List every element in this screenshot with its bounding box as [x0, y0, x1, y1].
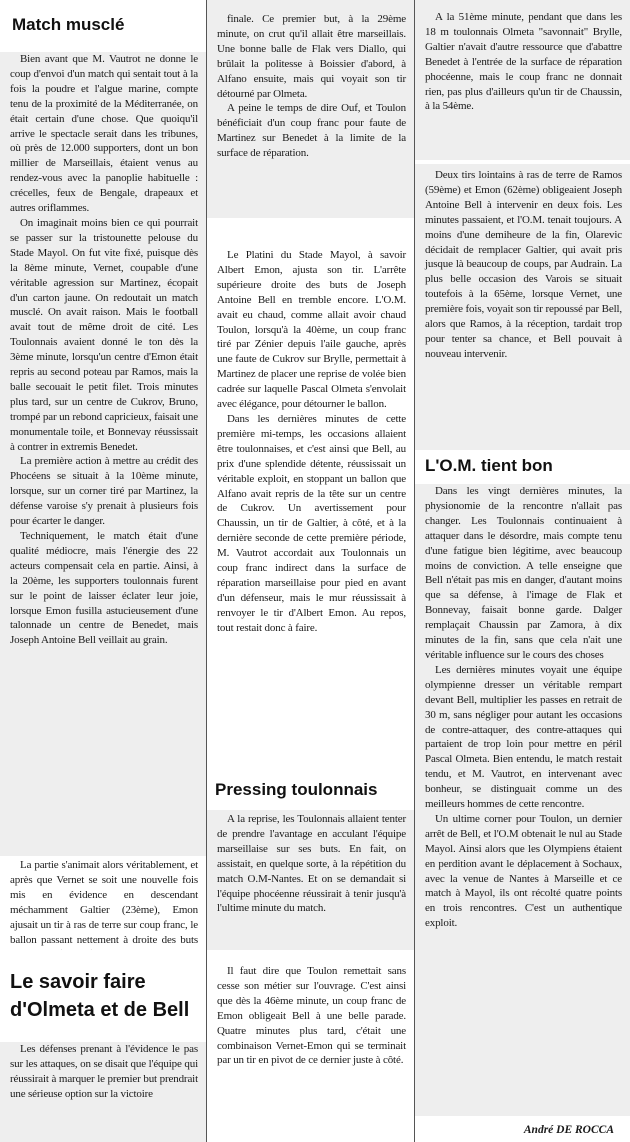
paragraph: A la 51ème minute, pendant que dans les 18 m toulonnais Olmeta "savonnait" Brylle, Galtier n'avait d'autre ressource que d'abattre Benedet à l'entrée de la surface de réparation phocéenne, mais le coup franc ne donnait rien, pas plus d'ailleurs qu'un tir de Chaussin, à la 54ème.	[425, 11, 622, 113]
heading-savoir-faire: Le savoir faire d'Olmeta et de Bell	[10, 971, 190, 1021]
column2-text-block-2	[207, 248, 414, 758]
column-2	[207, 0, 414, 1142]
column2-text-block	[207, 0, 414, 218]
heading-pressing-toulonnais: Pressing toulonnais	[215, 780, 378, 799]
column2-text-block-4	[207, 964, 414, 1142]
column-3	[415, 0, 630, 1142]
paragraph: Deux tirs lointains à ras de terre de Ramos (59ème) et Emon (62ème) obligeaient Joseph Antoine Bell à intervenir en deux fois. Les minutes passaient, et l'O.M. tenait toujours. A moins d'une demiheure de la fin, Olarevic décidait de remplacer Galtier, qui avait pris jusque là beaucoup de coups, par Audrain. La plus belle occasion des Varois se situait toutefois à la 65ème, lorsque Vernet, une première fois, voyait son tir repoussé par Bell, alors que Ramos, à la réception, tardait trop pour tenter sa chance, et Bell pouvait à nouveau intervenir.	[425, 169, 622, 360]
paragraph: Techniquement, le match était d'une qualité médiocre, mais l'énergie des 22 acteurs compensait cela en partie. Ainsi, à la 20ème, les supporters toulonnais furent sur le point de laisser éclater leur joie, lorsque Emon fusilla astucieusement d'une talonnade un centre de Benedet, mais Joseph Antoine Bell veillait au grain.	[10, 530, 198, 647]
paragraph: A la reprise, les Toulonnais allaient tenter de prendre l'avantage en acculant l'équipe marseillaise sur ses buts. En fait, on assistait, en quelque sorte, à la répétition du match O.M-Nantes. Et on se demandait si l'équipe phocéenne réussirait à tenir jusqu'à l'ultime minute du match.	[217, 813, 406, 915]
paragraph: Les défenses prenant à l'évidence le pas sur les attaques, on se disait que l'équipe qui réussirait à marquer le premier but prendrait une sérieuse option sur la victoire	[10, 1043, 198, 1100]
paragraph: La première action à mettre au crédit des Phocéens se situait à la 10ème minute, lorsque, sur un corner tiré par Martinez, la défense varoise s'y prenait à plusieurs fois pour écarter le danger.	[10, 455, 198, 528]
column3-text-block-2	[415, 164, 630, 450]
column-divider	[206, 0, 207, 1142]
column1-text-block-3	[0, 1042, 206, 1142]
paragraph: Bien avant que M. Vautrot ne donne le coup d'envoi d'un match qui sentait tout à la fois la poudre et l'algue marine, compte tenu de la proximité de la Méditerranée, on était certain d'une chose. Que quoiqu'il arrive le spectacle serait dans les tribunes, où près de 12.000 supporters, dont un bon millier de Marseillais, étaient venus au rendez-vous avec la panoplie habituelle : crécelles, feux de Bengale, drapeaux et autres oriflammes.	[10, 53, 198, 215]
paragraph: Dans les dernières minutes de cette première mi-temps, les occasions allaient être toulonnaises, et c'est ainsi que Bell, au prix d'une splendide détente, réussissait un véritable exploit, en stoppant un ballon que Alfano avait repris de la tête sur un centre de Cukrov. Un avertissement pour Chaussin, un tir de Galtier, à côté, et à la dernière seconde de cette première période, M. Vautrot accordait aux Toulonnais un coup franc indirect dans la surface de réparation marseillaise pour pied en avant d'un défenseur, mais le mur réussissait à renvoyer le tir d'Albert Emon. Au repos, tout restait donc à faire.	[217, 412, 406, 634]
paragraph: Un ultime corner pour Toulon, un dernier arrêt de Bell, et l'O.M obtenait le nul au Stade Mayol. Ainsi alors que les Olympiens étaient en perdition avant le déplacement à Sochaux, avec la venue de Nantes à Marseille et ce match à Mayol, ils ont récolté quatre points en trois rencontres. C'est un authentique exploit.	[425, 812, 622, 930]
column1-text-block-2	[0, 858, 206, 948]
paragraph: finale. Ce premier but, à la 29ème minute, on crut qu'il allait être marseillais. Une bonne balle de Flak vers Diallo, qui brûlait la politesse à Boissier d'abord, à Alfano ensuite, mais qui voyait son tir détourné par Olmeta.	[217, 13, 406, 100]
heading-om-tient-bon: L'O.M. tient bon	[425, 456, 553, 475]
byline-signature: André DE ROCCA	[523, 1124, 614, 1136]
paragraph: Le Platini du Stade Mayol, à savoir Albert Emon, ajusta son tir. L'arrête supérieure droite des buts de Joseph Antoine Bell en tremble encore. L'O.M. avait eu chaud, comme allait avoir chaud Toulon, lorsqu'à la 40ème, un coup franc tiré par Zénier depuis l'aile gauche, après une faute de Cukrov sur Brylle, permettait à Martinez de placer une reprise de volée bien cadrée sur laquelle Pascal Olmeta s'envolait avec élégance, pour détourner le ballon.	[217, 249, 406, 411]
column1-text-block	[0, 52, 206, 856]
heading-block-3	[207, 760, 414, 808]
heading-block-1	[0, 0, 206, 34]
column3-text-block-3	[415, 484, 630, 1116]
heading-block-2	[0, 950, 206, 1040]
column3-text-block	[415, 0, 630, 160]
heading-block-4	[415, 452, 630, 482]
paragraph: La partie s'animait alors véritablement, et après que Vernet se soit une nouvelle fois mis en évidence en descendant méchamment Galtier (23ème), Emon ajusait un tir à ras de terre sur coup franc, le ballon passant nettement à droite des buts	[10, 859, 198, 946]
paragraph: Dans les vingt dernières minutes, la physionomie de la rencontre n'allait pas changer. Les Toulonnais continuaient à attaquer dans le désordre, mais compte tenu d'une fatigue bien légitime, avec beaucoup moins de conviction. A telle enseigne que Bell n'était pas mis en danger, d'autant moins que sa défense, à l'image de Flak et Bonnevay, faisait bonne garde. Dalger remplaçait Chaussin par Zamora, à dix minutes de la fin, sans que cela n'ait une véritable influence sur le cours des choses	[425, 485, 622, 661]
heading-match-muscle: Match musclé	[12, 15, 125, 34]
column-divider	[414, 0, 415, 1142]
paragraph: Il faut dire que Toulon remettait sans cesse son métier sur l'ouvrage. C'est ainsi que dès la 46ème minute, un coup franc de Emon obligeait Bell à une belle parade. Quatre minutes plus tard, c'était une combinaison Vernet-Emon qui se terminait par un tir en pivot de ce dernier juste à côté.	[217, 965, 406, 1067]
paragraph: Les dernières minutes voyait une équipe olympienne dresser un véritable rempart devant Bell, multiplier les passes en retrait de 30 m, sans négliger pour autant les occasions de contre-attaquer, des contre-attaques qui partaient de trop loin pour mettre en péril Pascal Olmeta. Bien entendu, le match restait tendu, et M. Vautrot, en intervenant avec bonheur, se distinguait comme un des meilleurs hommes de cette rencontre.	[425, 663, 622, 811]
paragraph: A peine le temps de dire Ouf, et Toulon bénéficiait d'un coup franc pour faute de Martinez sur Benedet à la limite de la surface de réparation.	[217, 102, 406, 160]
paragraph: On imaginait moins bien ce qui pourrait se passer sur la tristounette pelouse du Stade Mayol. On fut vite fixé, puisque dès la 8ème minute, Vernet, coupable d'une véritable agression sur Martinez, écopait d'un carton jaune. On redoutait un match musclé. On avait raison. Mais le football avait tout de même droit de cité. Les Toulonnais avaient donné le ton dès la 3ème minute, lorsqu'un centre d'Emon était repris au second poteau par Ramos, mais la balle secouait le petit filet. Trois minutes plus tard, sur un centre de Cukrov, Bruno, trompé par un rebond capricieux, faisait une monumentale toile, et Bonnevay réussissait à contrer in extremis Benedet.	[10, 216, 198, 453]
column2-text-block-3	[207, 810, 414, 950]
column-1	[0, 0, 206, 1142]
